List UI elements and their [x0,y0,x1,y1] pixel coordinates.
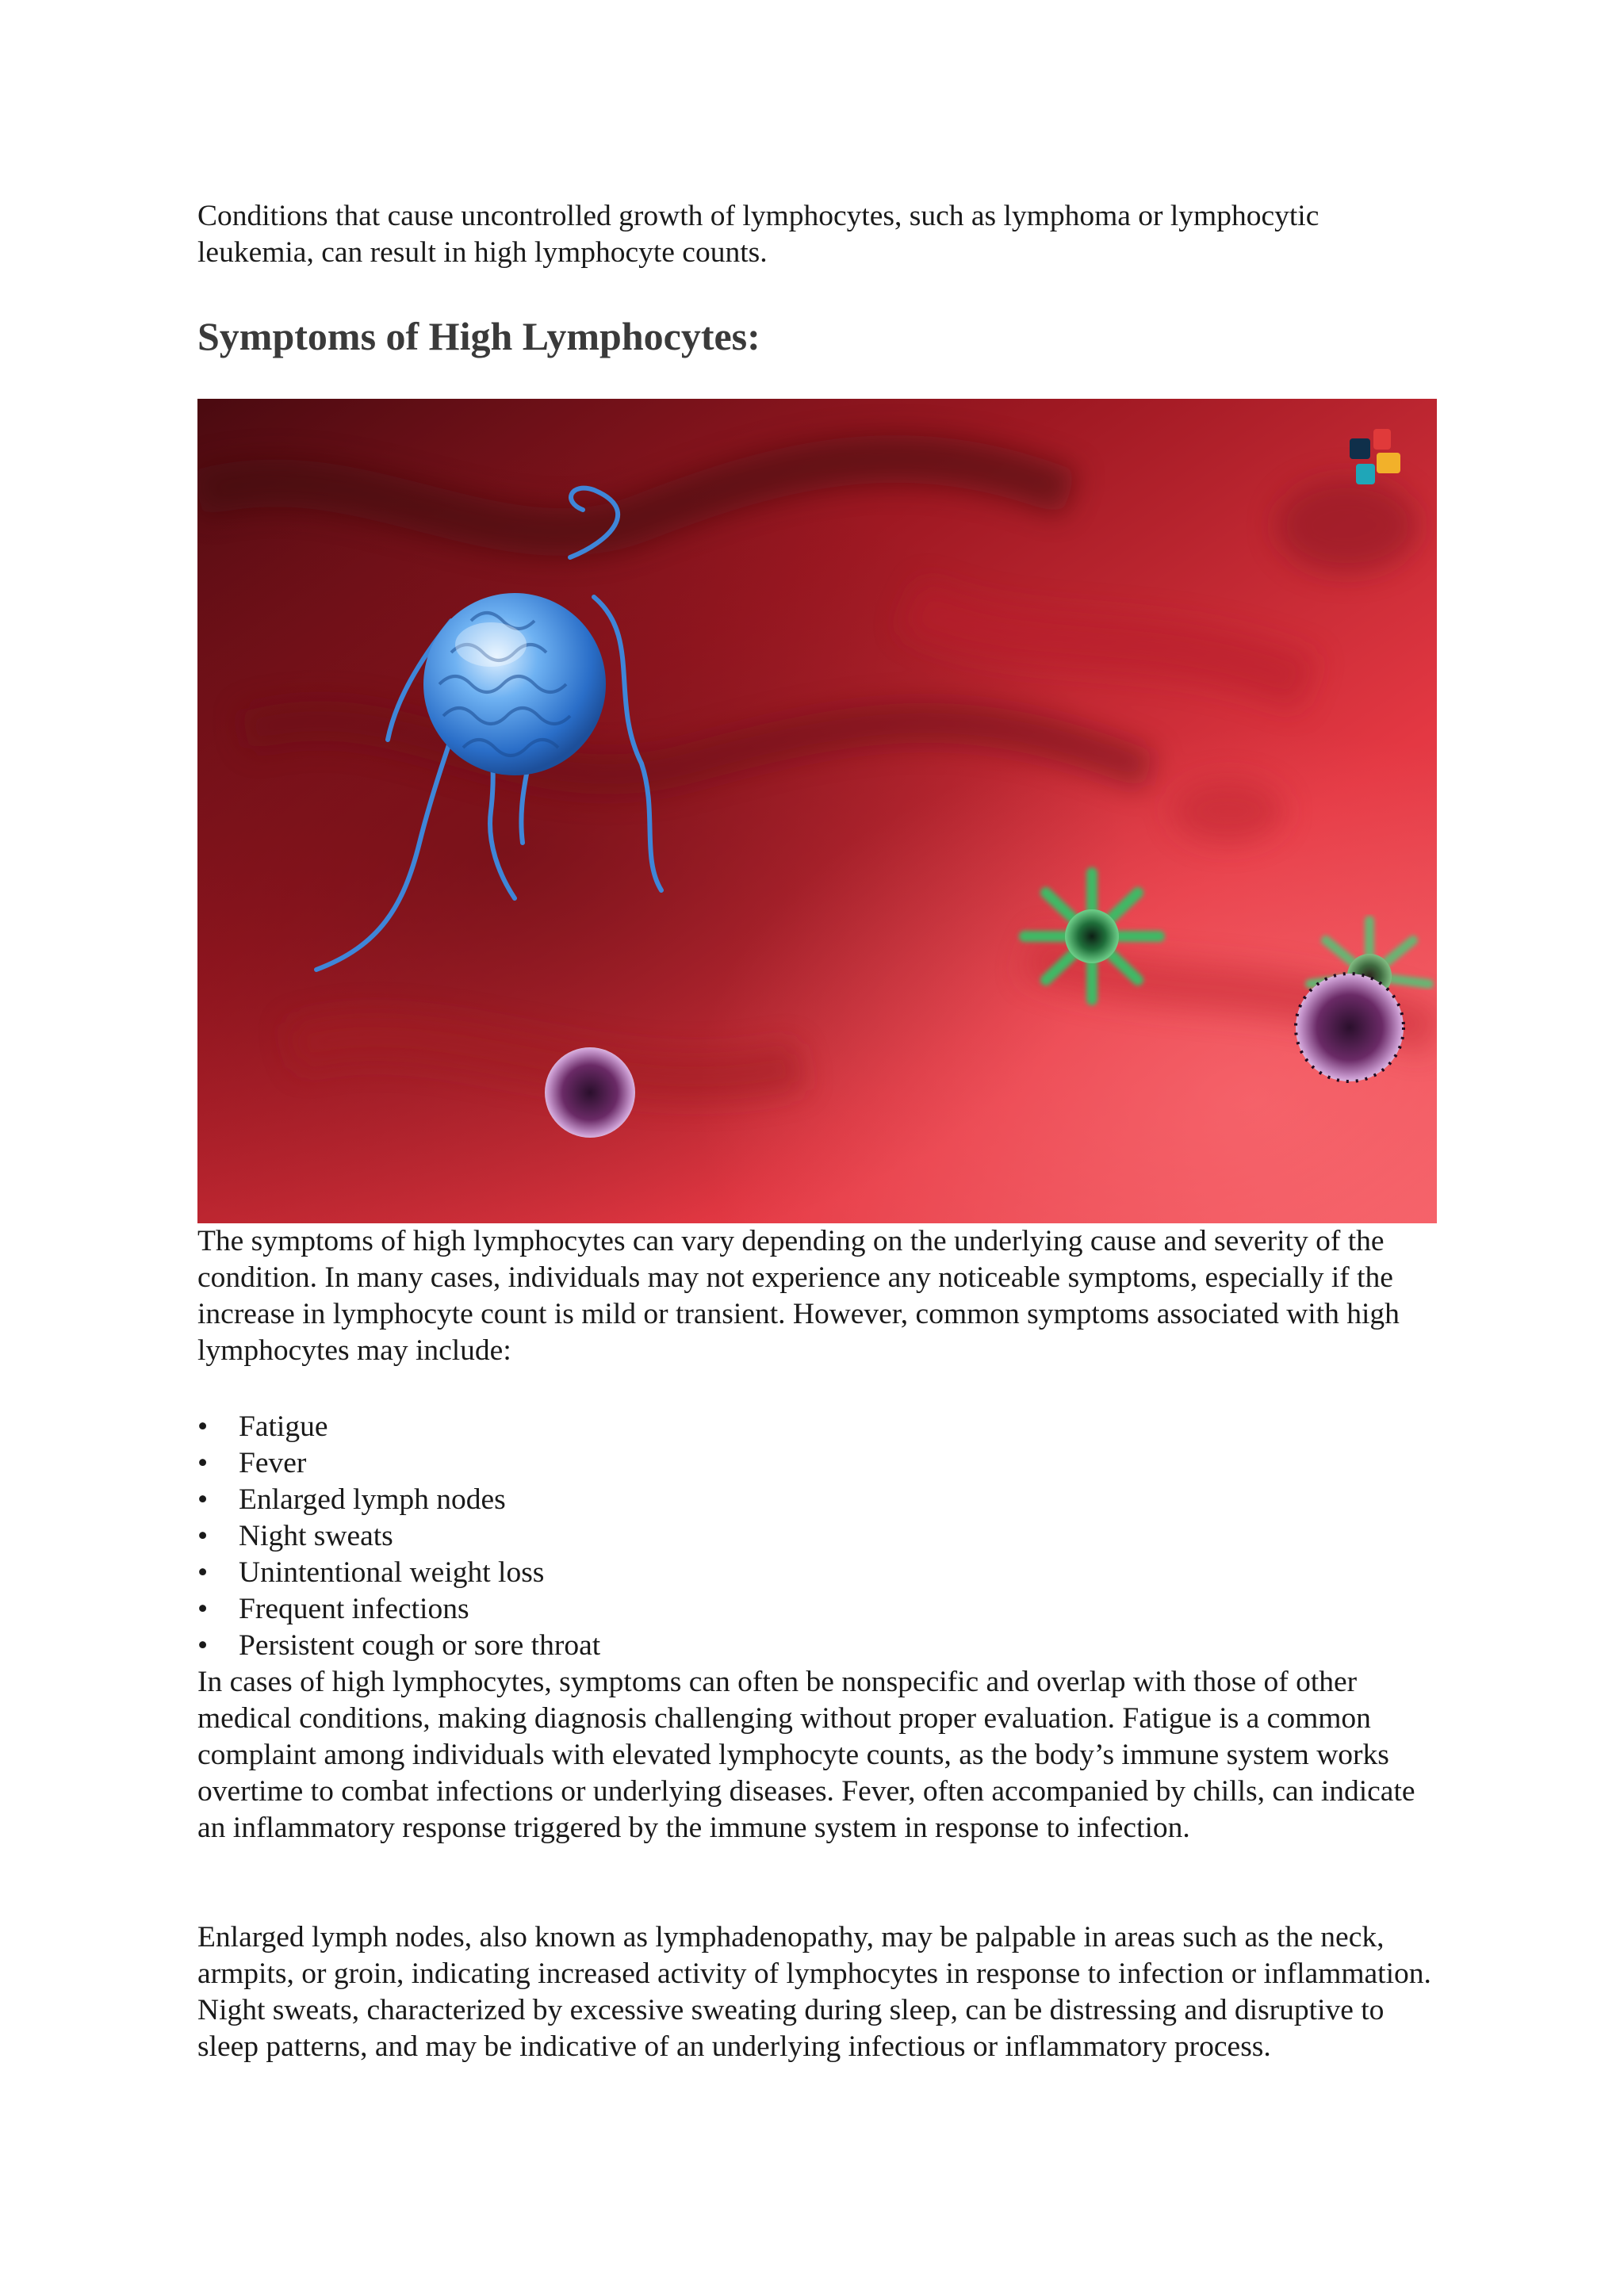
list-item: • Fever [197,1445,600,1482]
blue-lymphocyte [423,593,606,775]
list-item: • Unintentional weight loss [197,1555,600,1591]
symptom-list [197,1409,600,1664]
overlap-paragraph: In cases of high lymphocytes, symptoms can often be nonspecific and overlap with those of other medical conditions, making diagnosis challenging without proper evaluation. Fatigue is a common complaint among individuals with elevated lymphocyte counts, as the body’s immune system works overtime to combat infections or underlying diseases. Fever, often accompanied by chills, can indicate an inflammatory response triggered by the immune system in response to infection. [197,1666,1415,1844]
lymphocyte-illustration [197,399,1437,1223]
lymph-nodes-paragraph: Enlarged lymph nodes, also known as lymphadenopathy, may be palpable in areas such as the neck, armpits, or groin, indicating increased activity of lymphocytes in response to infection or inflammation. Night sweats, characterized by excessive sweating during sleep, can be distressing and disruptive to sleep patterns, and may be indicative of an underlying infectious or inflammatory process. [197,1921,1431,2063]
list-item: • Night sweats [197,1518,600,1555]
list-item: • Enlarged lymph nodes [197,1482,600,1518]
list-item: • Persistent cough or sore throat [197,1628,600,1664]
green-virus [1025,873,1159,1000]
intro-paragraph: Conditions that cause uncontrolled growth of lymphocytes, such as lymphoma or lymphocytic leukemia, can result in high lymphocyte counts. [197,200,1320,269]
symptoms-intro-paragraph: The symptoms of high lymphocytes can vary depending on the underlying cause and severity of the condition. In many cases, individuals may not experience any noticeable symptoms, especially if the increase in lymphocyte count is mild or transient. However, common symptoms associated with high lymphocytes may include: [197,1225,1400,1367]
purple-cell-right [1296,974,1404,1081]
purple-cell-left [545,1047,635,1138]
section-heading: Symptoms of High Lymphocytes: [197,314,760,358]
list-item: • Frequent infections [197,1591,600,1628]
list-item: • Fatigue [197,1409,600,1445]
